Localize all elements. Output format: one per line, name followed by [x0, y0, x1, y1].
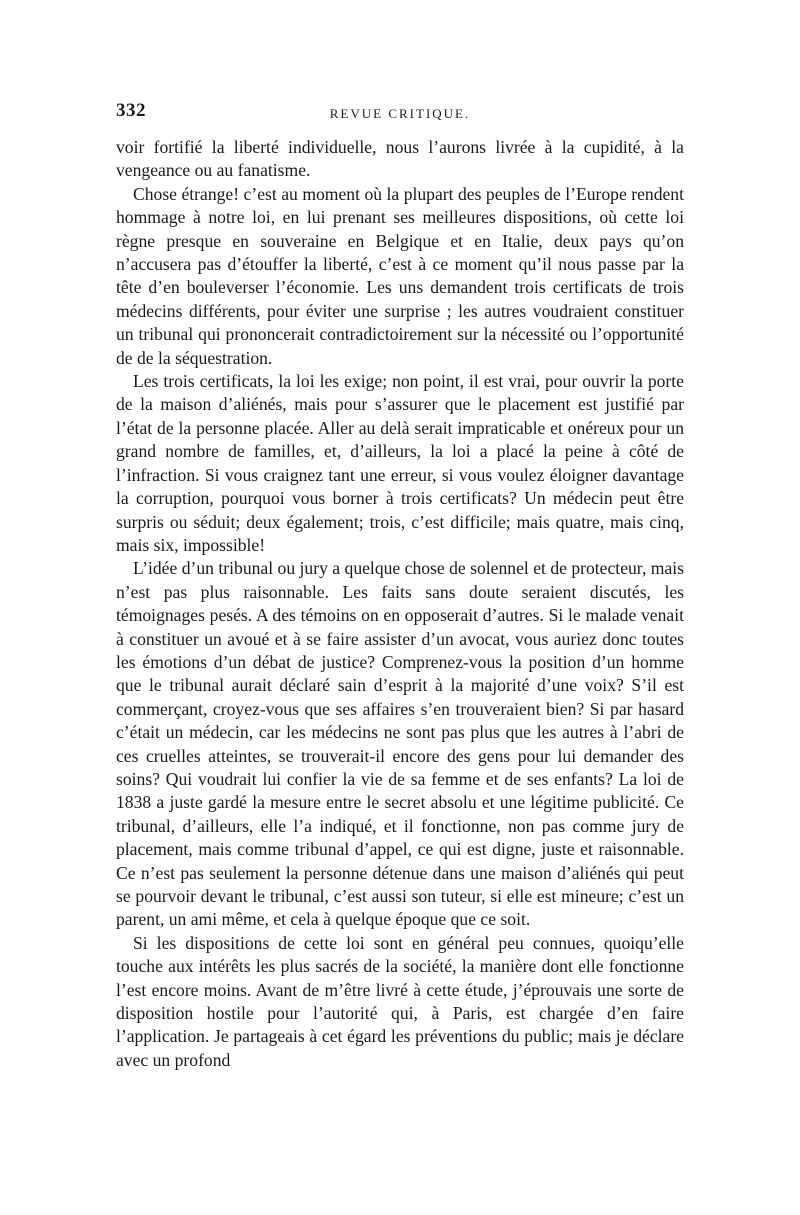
- page-number: 332: [116, 100, 146, 121]
- body-text: [116, 136, 684, 1072]
- book-page: [116, 100, 684, 1072]
- running-header: [116, 100, 684, 136]
- paragraph: L’idée d’un tribunal ou jury a quelque chose de solennel et de protecteur, mais n’est pas plus raisonnable. Les faits sans doute seraient discutés, les témoignages pesés. A des témoins on en opposerait d’autres. Si le malade venait à constituer un avoué et à se faire assister d’un avocat, vous auriez donc toutes les émotions d’un débat de justice? Comprenez-vous la position d’un homme que le tribunal aurait déclaré sain d’esprit à la majorité d’une voix? S’il est commerçant, croyez-vous que ses affaires s’en trouveraient bien? Si par hasard c’était un médecin, car les médecins ne sont pas plus que les autres à l’abri de ces cruelles atteintes, se trouverait-il encore des gens pour lui demander des soins? Qui voudrait lui confier la vie de sa femme et de ses enfants? La loi de 1838 a juste gardé la mesure entre le secret absolu et une légitime publicité. Ce tribunal, d’ailleurs, elle l’a indiqué, et il fonctionne, non pas comme jury de placement, mais comme tribunal d’appel, ce qui est digne, juste et raisonnable. Ce n’est pas seulement la personne détenue dans une maison d’aliénés qui peut se pourvoir devant le tribunal, c’est aussi son tuteur, si elle est mineure; c’est un parent, un ami même, et cela à quelque époque que ce soit.: [116, 558, 684, 930]
- paragraph: Si les dispositions de cette loi sont en général peu connues, quoiqu’elle touche aux intérêts les plus sacrés de la société, la manière dont elle fonctionne l’est encore moins. Avant de m’être livré à cette étude, j’éprouvais une sorte de disposition hostile pour l’autorité qui, à Paris, est chargée d’en faire l’application. Je partageais à cet égard les préventions du public; mais je déclare avec un profond: [116, 932, 684, 1070]
- paragraph: Les trois certificats, la loi les exige; non point, il est vrai, pour ouvrir la porte de la maison d’aliénés, mais pour s’assurer que le placement est justifié par l’état de la personne placée. Aller au delà serait impraticable et onéreux pour un grand nombre de familles, et, d’ailleurs, la loi a placé la peine à côté de l’infraction. Si vous craignez tant une erreur, si vous voulez éloigner davantage la corruption, pourquoi vous borner à trois certificats? Un médecin peut être surpris ou séduit; deux également; trois, c’est difficile; mais quatre, mais cinq, mais six, impossible!: [116, 371, 684, 555]
- paragraph: Chose étrange! c’est au moment où la plupart des peuples de l’Europe rendent hommage à notre loi, en lui prenant ses meilleures dispositions, où cette loi règne presque en souveraine en Belgique et en Italie, deux pays qu’on n’accusera pas d’étouffer la liberté, c’est à ce moment qu’il nous passe par la tête d’en bouleverser l’économie. Les uns demandent trois certificats de trois médecins différents, pour éviter une surprise ; les autres voudraient constituer un tribunal qui prononcerait contradictoirement sur la nécessité ou l’opportunité de de la séquestration.: [116, 183, 684, 368]
- paragraph-continuation: voir fortifié la liberté individuelle, nous l’aurons livrée à la cupidité, à la vengeance ou au fanatisme.: [116, 137, 684, 181]
- running-title: REVUE CRITIQUE.: [329, 106, 471, 121]
